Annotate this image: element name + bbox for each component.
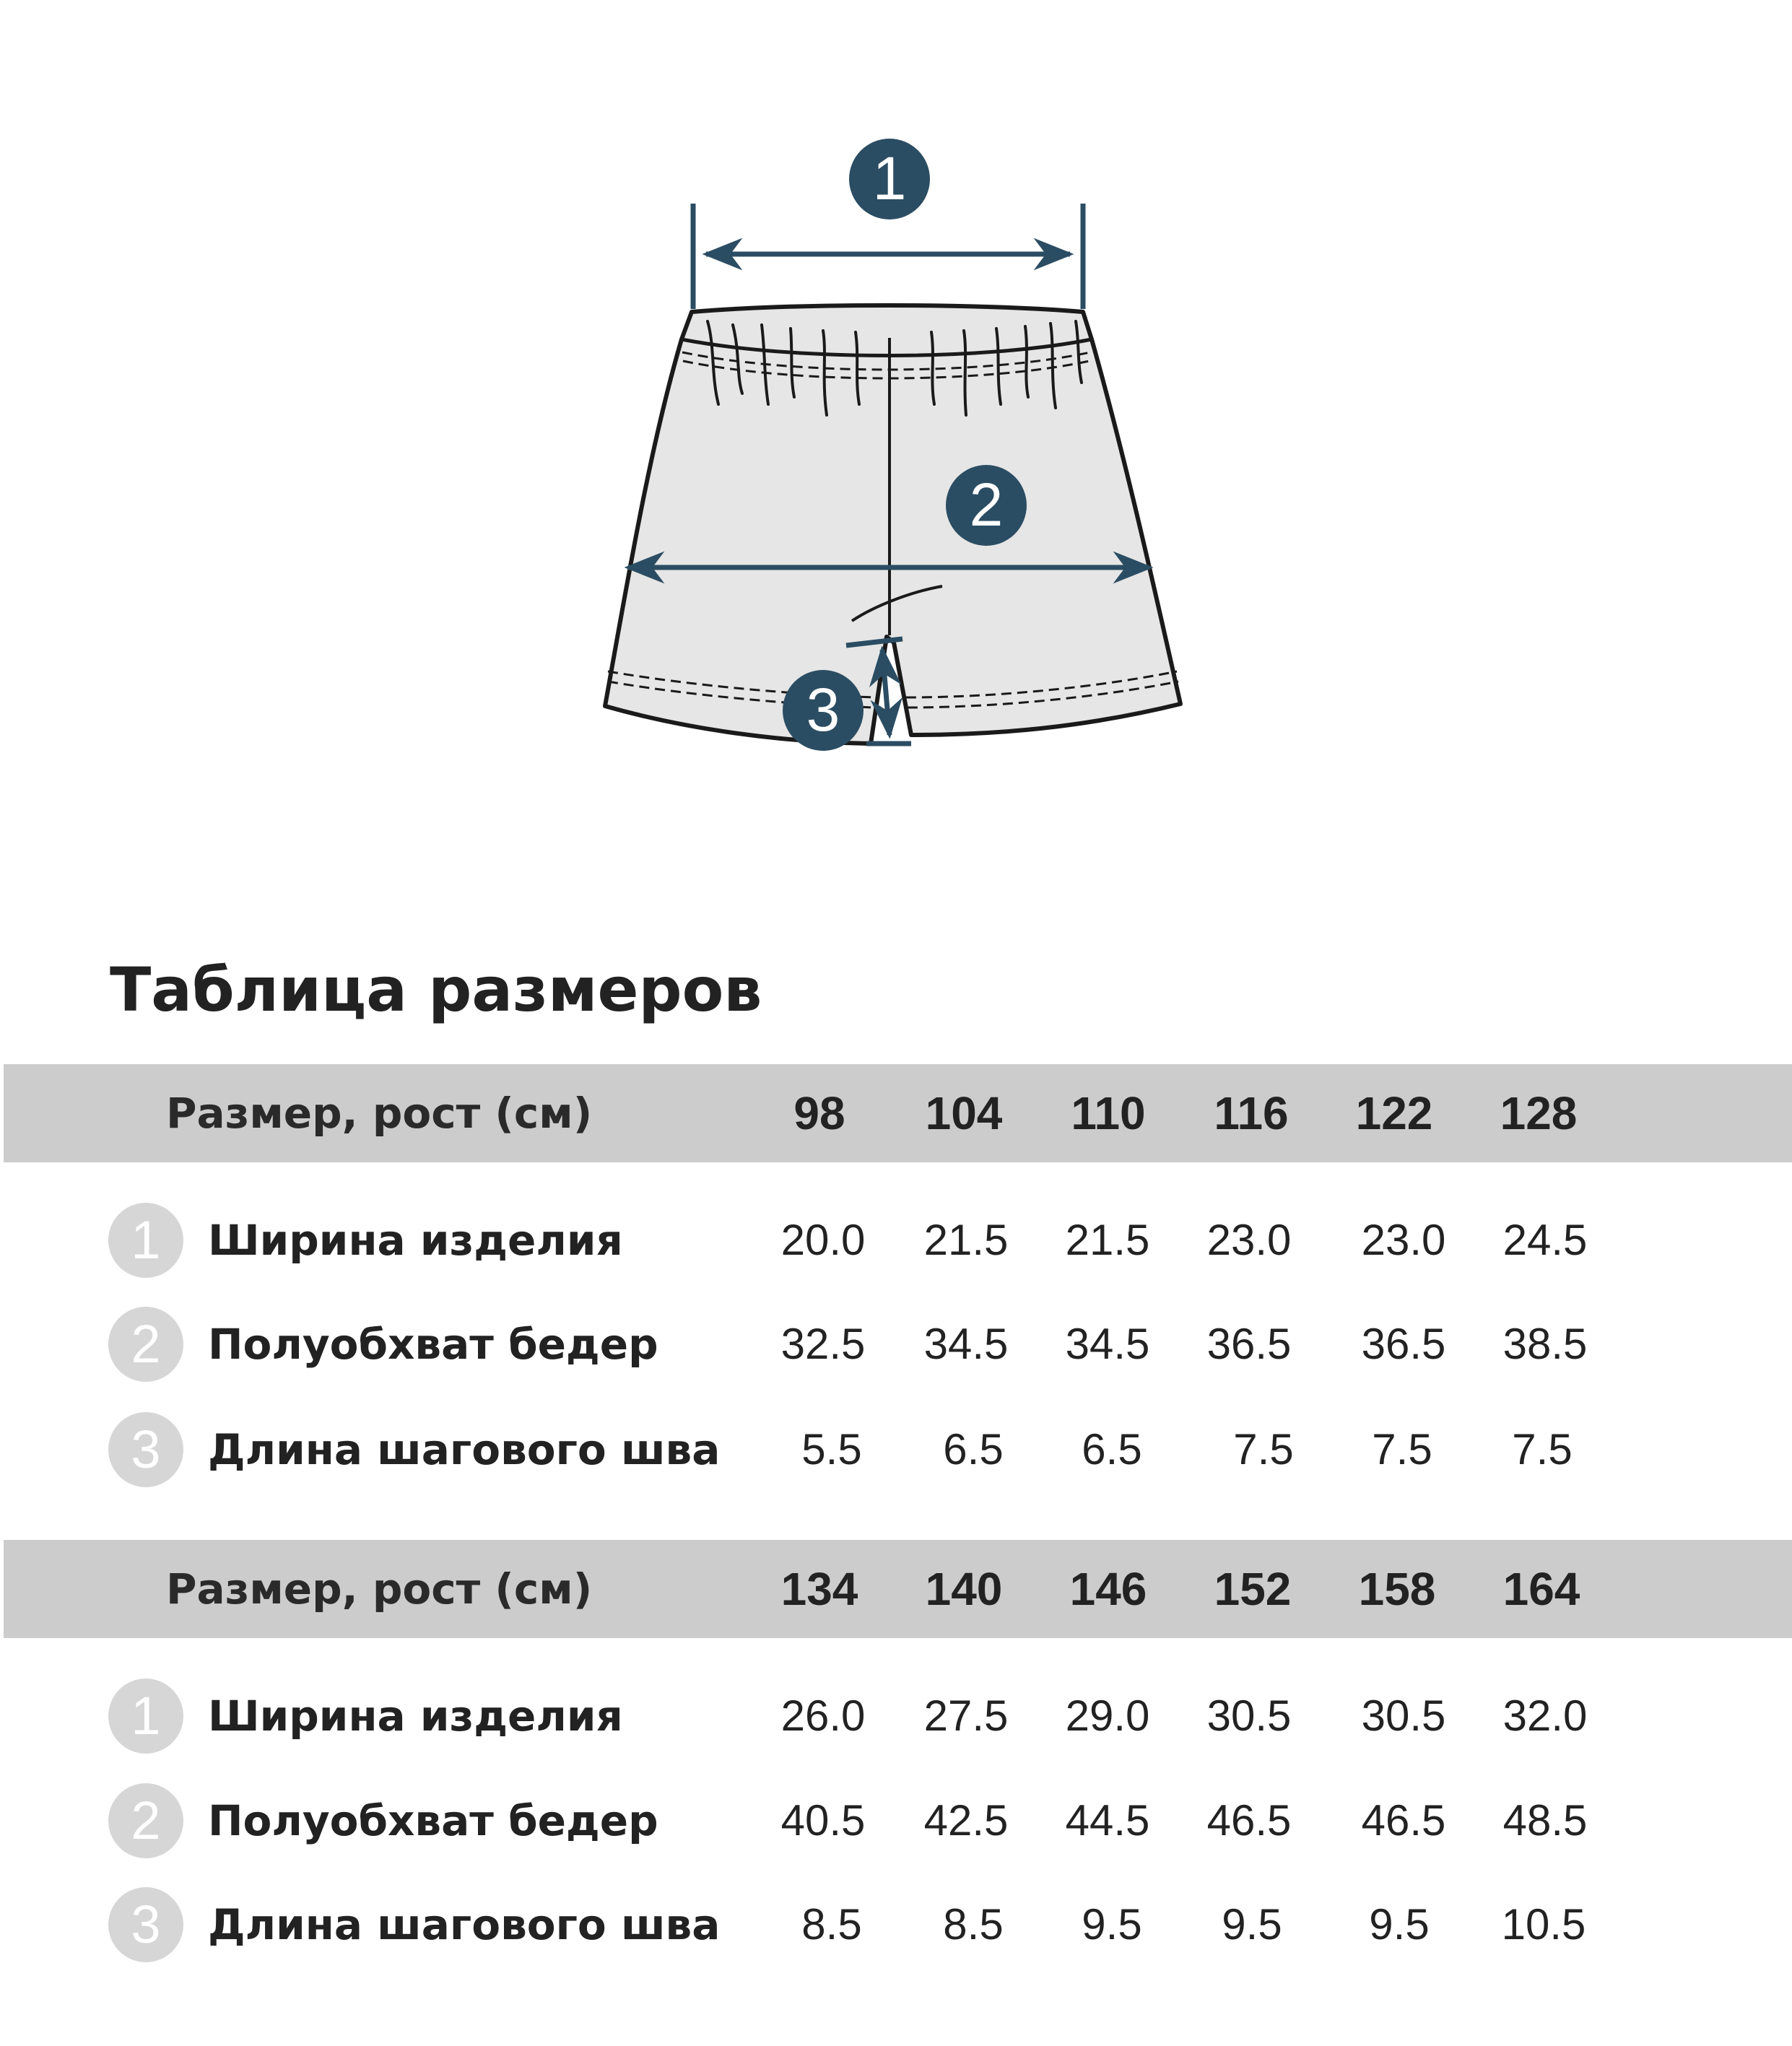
row-value: 32.5	[780, 1320, 866, 1368]
size-header-label: Размер, рост (см)	[166, 1564, 593, 1614]
row-value: 44.5	[1065, 1796, 1150, 1845]
row-value: 30.5	[1206, 1692, 1292, 1740]
table-row	[0, 1783, 1792, 1863]
row-value: 10.5	[1501, 1900, 1586, 1949]
row-value: 34.5	[923, 1320, 1009, 1368]
row-value: 8.5	[801, 1900, 862, 1949]
row-value: 23.0	[1361, 1216, 1446, 1264]
row-value: 26.0	[780, 1692, 866, 1740]
row-value: 23.0	[1206, 1216, 1292, 1264]
table-row	[0, 1887, 1792, 1967]
row-value: 38.5	[1502, 1320, 1588, 1368]
row-value: 36.5	[1206, 1320, 1292, 1368]
size-col: 158	[1358, 1563, 1436, 1615]
row-value: 9.5	[1222, 1900, 1282, 1949]
svg-text:2: 2	[969, 471, 1004, 539]
row-number-badge: 2	[108, 1307, 183, 1382]
size-col: 134	[780, 1563, 858, 1615]
size-col: 104	[925, 1087, 1003, 1139]
table-row	[0, 1307, 1792, 1386]
page-title: Таблица размеров	[110, 954, 762, 1025]
size-col: 146	[1069, 1563, 1147, 1615]
row-value: 8.5	[943, 1900, 1004, 1949]
row-label: Ширина изделия	[208, 1216, 623, 1265]
size-col: 110	[1071, 1087, 1146, 1139]
row-label: Длина шагового шва	[208, 1900, 721, 1949]
row-number-badge: 2	[108, 1783, 183, 1858]
table-row	[0, 1203, 1792, 1282]
row-value: 46.5	[1206, 1796, 1292, 1845]
row-value: 24.5	[1502, 1216, 1588, 1264]
shorts-outline	[605, 305, 1180, 744]
row-number-badge: 1	[108, 1679, 183, 1754]
svg-text:1: 1	[872, 144, 907, 212]
row-value: 20.0	[780, 1216, 866, 1264]
marker-3	[783, 670, 864, 751]
table-row	[0, 1412, 1792, 1492]
row-value: 9.5	[1369, 1900, 1430, 1949]
inseam-dimension-arrow	[882, 650, 890, 735]
row-value: 9.5	[1082, 1900, 1142, 1949]
row-value: 40.5	[780, 1796, 866, 1845]
marker-1	[849, 139, 930, 219]
size-col: 128	[1500, 1087, 1578, 1139]
row-number-badge: 3	[108, 1887, 183, 1962]
row-value: 6.5	[1082, 1425, 1142, 1473]
marker-2	[946, 465, 1027, 546]
row-value: 42.5	[923, 1796, 1009, 1845]
row-value: 30.5	[1361, 1692, 1446, 1740]
row-number-badge: 1	[108, 1203, 183, 1278]
size-header-label: Размер, рост (см)	[166, 1089, 593, 1138]
row-value: 6.5	[943, 1425, 1004, 1473]
size-col: 122	[1355, 1087, 1433, 1139]
row-value: 34.5	[1065, 1320, 1150, 1368]
size-header-band-1	[4, 1064, 1792, 1162]
row-value: 46.5	[1361, 1796, 1446, 1845]
row-value: 5.5	[801, 1425, 862, 1473]
row-label: Ширина изделия	[208, 1692, 623, 1741]
row-label: Полуобхват бедер	[208, 1796, 658, 1845]
row-value: 21.5	[1065, 1216, 1150, 1264]
row-value: 27.5	[923, 1692, 1009, 1740]
row-value: 29.0	[1065, 1692, 1150, 1740]
row-value: 36.5	[1361, 1320, 1446, 1368]
row-value: 7.5	[1233, 1425, 1294, 1473]
size-col: 164	[1502, 1563, 1580, 1615]
size-col: 98	[793, 1087, 845, 1139]
size-header-band-2	[4, 1540, 1792, 1638]
row-value: 7.5	[1372, 1425, 1432, 1473]
shorts-diagram	[0, 0, 1792, 830]
size-col: 116	[1214, 1087, 1289, 1139]
table-row	[0, 1679, 1792, 1758]
row-label: Длина шагового шва	[208, 1425, 721, 1474]
size-col: 140	[925, 1563, 1003, 1615]
size-col: 152	[1214, 1563, 1292, 1615]
row-value: 32.0	[1502, 1692, 1588, 1740]
row-label: Полуобхват бедер	[208, 1320, 658, 1369]
svg-text:3: 3	[806, 676, 840, 744]
row-value: 48.5	[1502, 1796, 1588, 1845]
row-value: 7.5	[1512, 1425, 1573, 1473]
row-number-badge: 3	[108, 1412, 183, 1487]
row-value: 21.5	[923, 1216, 1009, 1264]
